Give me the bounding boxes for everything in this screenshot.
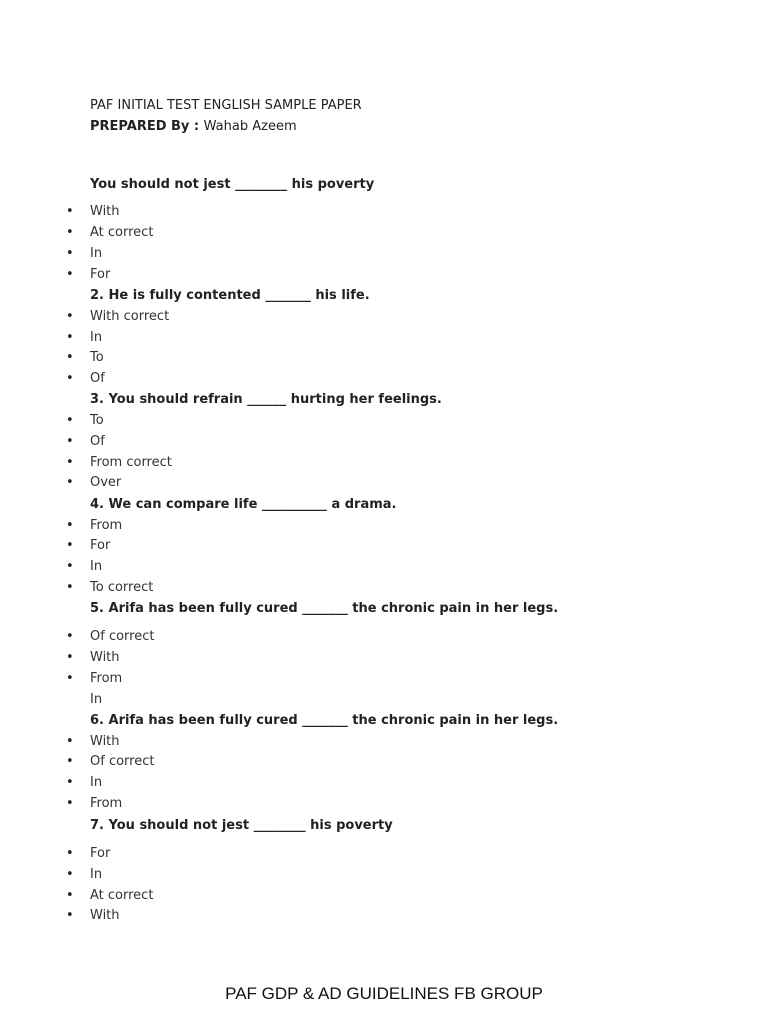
option-7-1: For <box>90 846 111 861</box>
bullet-icon: • <box>66 204 74 219</box>
option-1-1: With <box>90 204 120 219</box>
bullet-icon: • <box>66 538 74 553</box>
question-7: 7. You should not jest ________ his poverty <box>90 818 393 833</box>
option-3-3: From correct <box>90 455 172 470</box>
bullet-icon: • <box>66 309 74 324</box>
bullet-icon: • <box>66 734 74 749</box>
option-3-2: Of <box>90 434 105 449</box>
bullet-icon: • <box>66 846 74 861</box>
option-6-1: With <box>90 734 120 749</box>
option-1-3: In <box>90 246 103 261</box>
question-2: 2. He is fully contented _______ his life. <box>90 288 370 303</box>
document-title: PAF INITIAL TEST ENGLISH SAMPLE PAPER <box>90 98 362 113</box>
option-6-3: In <box>90 775 103 790</box>
option-1-2: At correct <box>90 225 154 240</box>
bullet-icon: • <box>66 267 74 282</box>
option-7-3: At correct <box>90 888 154 903</box>
question-5: 5. Arifa has been fully cured _______ the chronic pain in her legs. <box>90 601 559 616</box>
option-4-3: In <box>90 559 103 574</box>
option-4-1: From <box>90 518 123 533</box>
bullet-icon: • <box>66 867 74 882</box>
option-5-2: With <box>90 650 120 665</box>
bullet-icon: • <box>66 455 74 470</box>
bullet-icon: • <box>66 434 74 449</box>
option-6-2: Of correct <box>90 754 155 769</box>
bullet-icon: • <box>66 350 74 365</box>
bullet-icon: • <box>66 580 74 595</box>
bullet-icon: • <box>66 671 74 686</box>
option-4-2: For <box>90 538 111 553</box>
bullet-icon: • <box>66 246 74 261</box>
option-5-1: Of correct <box>90 629 155 644</box>
bullet-icon: • <box>66 225 74 240</box>
bullet-icon: • <box>66 754 74 769</box>
option-7-2: In <box>90 867 103 882</box>
prepared-by-line <box>90 118 297 136</box>
option-4-4: To correct <box>90 580 154 595</box>
bullet-icon: • <box>66 475 74 490</box>
bullet-icon: • <box>66 650 74 665</box>
option-5-4: In <box>90 692 103 707</box>
bullet-icon: • <box>66 796 74 811</box>
option-3-1: To <box>90 413 104 428</box>
question-6: 6. Arifa has been fully cured _______ the chronic pain in her legs. <box>90 713 559 728</box>
option-1-4: For <box>90 267 111 282</box>
option-3-4: Over <box>90 475 122 490</box>
bullet-icon: • <box>66 775 74 790</box>
bullet-icon: • <box>66 888 74 903</box>
bullet-icon: • <box>66 559 74 574</box>
bullet-icon: • <box>66 371 74 386</box>
option-5-3: From <box>90 671 123 686</box>
author-name: Wahab Azeem <box>203 119 297 134</box>
bullet-icon: • <box>66 330 74 345</box>
question-3: 3. You should refrain ______ hurting her feelings. <box>90 392 442 407</box>
option-2-1: With correct <box>90 309 170 324</box>
page-footer: PAF GDP & AD GUIDELINES FB GROUP <box>225 984 543 1003</box>
question-1: You should not jest ________ his poverty <box>90 177 375 192</box>
option-2-3: To <box>90 350 104 365</box>
option-2-2: In <box>90 330 103 345</box>
bullet-icon: • <box>66 629 74 644</box>
option-7-4: With <box>90 908 120 923</box>
bullet-icon: • <box>66 908 74 923</box>
bullet-icon: • <box>66 413 74 428</box>
bullet-icon: • <box>66 518 74 533</box>
option-2-4: Of <box>90 371 105 386</box>
prepared-label: PREPARED By : <box>90 119 204 134</box>
question-4: 4. We can compare life __________ a drama. <box>90 497 397 512</box>
option-6-4: From <box>90 796 123 811</box>
